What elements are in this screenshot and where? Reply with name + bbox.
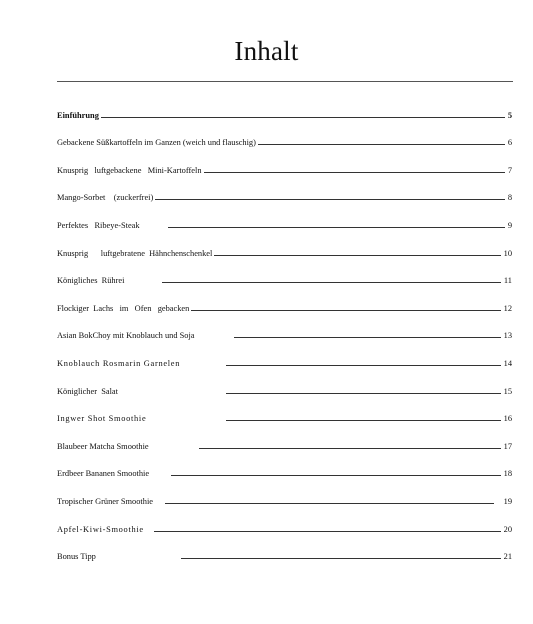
toc-leader-line [101,117,505,118]
toc-entry-label: Asian BokChoy mit Knoblauch und Soja [57,331,195,341]
toc-entry-label: Erdbeer Bananen Smoothie [57,469,150,479]
toc-entry[interactable] [57,313,513,341]
toc-leader-line [181,558,501,559]
toc-entry[interactable] [57,92,513,120]
toc-leader-line [154,531,501,532]
toc-entry-page: 17 [503,441,512,451]
toc-entry-label: Bonus Tipp [57,552,96,562]
toc-leader-line [204,172,505,173]
toc-entry[interactable] [57,175,513,203]
toc-leader-line [165,503,494,504]
toc-leader-line [258,144,505,145]
toc-entry-label: Königlicher Salat [57,386,118,396]
toc-entry-page: 21 [503,552,512,562]
toc-entry-label: Einführung [57,110,99,120]
toc-entry-page: 10 [503,248,512,258]
page-title: Inhalt [234,36,299,66]
toc-entry-page: 5 [507,110,512,120]
toc-leader-line [162,282,500,283]
toc-entry-page: 14 [503,358,512,368]
toc-entry-page: 13 [503,331,512,341]
toc-entry-page: 9 [507,220,512,230]
toc-entry-label: Ingwer Shot Smoothie [57,414,147,424]
title-divider [57,81,513,82]
table-of-contents [57,92,513,561]
toc-entry-label: Mango-Sorbet (zuckerfrei) [57,193,154,203]
toc-entry[interactable] [57,451,513,479]
toc-entry-page: 20 [503,524,512,534]
toc-leader-line [171,475,501,476]
toc-leader-line [214,255,500,256]
toc-entry-page: 7 [507,165,512,175]
toc-entry-label: Knusprig luftgebratene Hähnchenschenkel [57,248,213,258]
toc-entry-page: 8 [507,193,512,203]
toc-leader-line [226,393,501,394]
toc-leader-line [191,310,500,311]
toc-entry-page: 19 [503,496,512,506]
toc-entry[interactable] [57,478,517,506]
toc-entry[interactable] [57,534,513,562]
toc-entry[interactable] [57,202,513,230]
toc-entry-label: Knusprig luftgebackene Mini-Kartoffeln [57,165,202,175]
toc-leader-line [155,199,505,200]
toc-entry[interactable] [57,340,513,368]
toc-entry-label: Tropischer Grüner Smoothie [57,496,153,506]
toc-entry[interactable] [57,285,513,313]
toc-entry[interactable] [57,258,513,286]
toc-entry[interactable] [57,423,513,451]
toc-entry-label: Königliches Rührei [57,276,125,286]
toc-entry[interactable] [57,147,513,175]
toc-entry[interactable] [57,368,513,396]
toc-entry[interactable] [57,230,513,258]
toc-entry[interactable] [57,120,513,148]
toc-entry-label: Apfel-Kiwi-Smoothie [57,524,144,534]
toc-entry-label: Gebackene Süßkartoffeln im Ganzen (weich und flauschig) [57,138,256,148]
toc-entry-page: 18 [503,469,512,479]
toc-entry-label: Blaubeer Matcha Smoothie [57,441,149,451]
toc-entry[interactable] [57,396,513,424]
toc-entry[interactable] [57,506,513,534]
toc-leader-line [226,420,500,421]
toc-entry-label: Knoblauch Rosmarin Garnelen [57,358,181,368]
toc-leader-line [199,448,501,449]
toc-entry-page: 6 [507,138,512,148]
toc-entry-label: Flockiger Lachs im Ofen gebacken [57,303,190,313]
toc-leader-line [226,365,501,366]
toc-entry-label: Perfektes Ribeye-Steak [57,220,140,230]
toc-entry-page: 16 [503,414,512,424]
toc-entry-page: 12 [503,303,512,313]
toc-leader-line [168,227,505,228]
toc-entry-page: 11 [503,276,512,286]
toc-entry-page: 15 [503,386,512,396]
toc-leader-line [234,337,500,338]
